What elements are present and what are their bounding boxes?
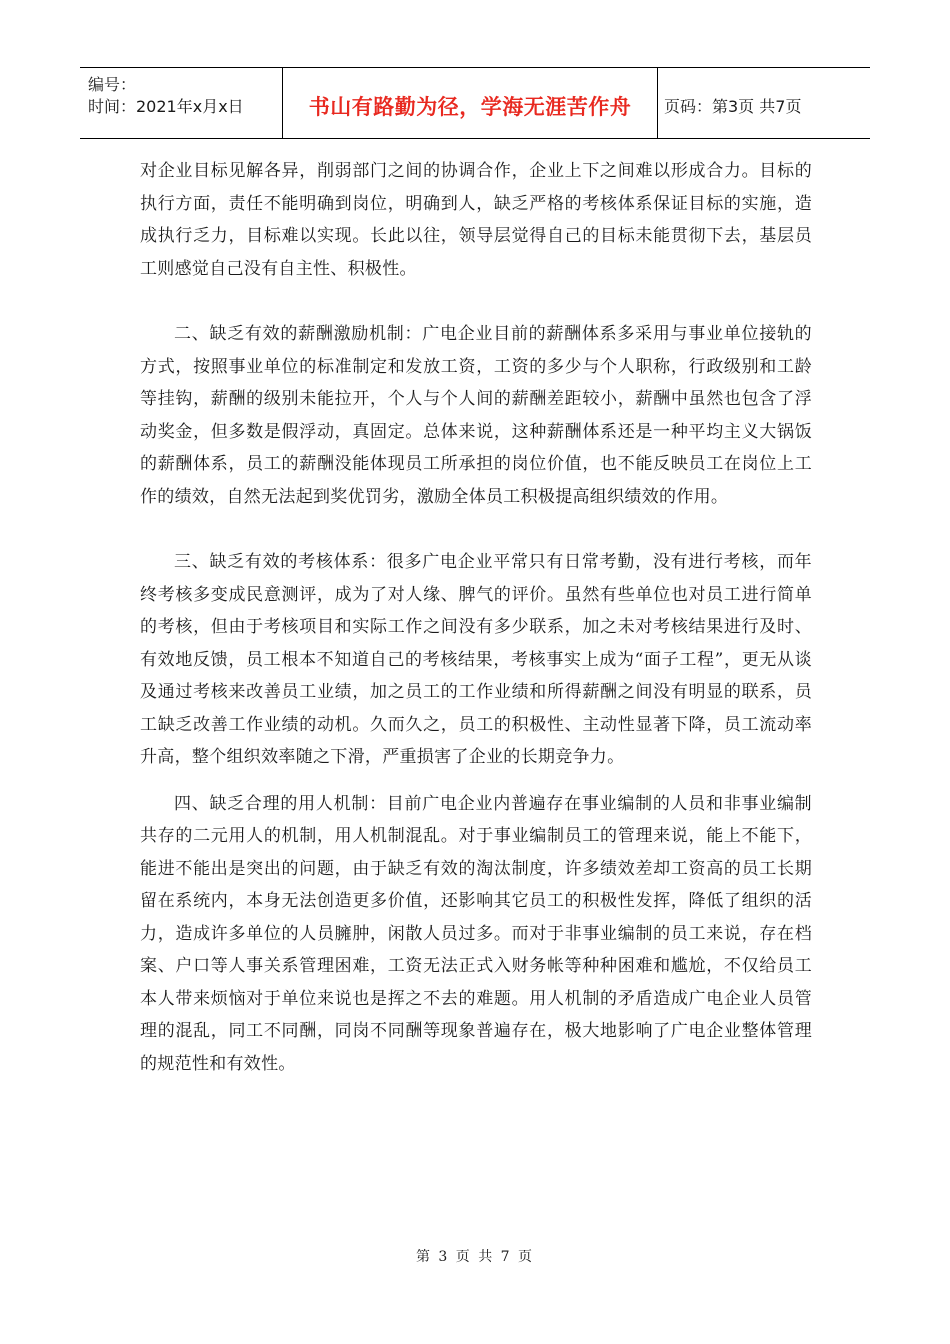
- document-date: 时间：2021年x月x日: [88, 97, 244, 116]
- paragraph-assessment: 三、缺乏有效的考核体系：很多广电企业平常只有日常考勤，没有进行考核，而年终考核多变成民意测评，成为了对人缘、脾气的评价。虽然有些单位也对员工进行简单的考核，但由于考核项目和实际工作之间没有多少联系，加之未对考核结果进行及时、有效地反馈，员工根本不知道自己的考核结果，考核事实上成为“面子工程”，更无从谈及通过考核来改善员工业绩，加之员工的工作业绩和所得薪酬之间没有明显的联系，员工缺乏改善工作业绩的动机。久而久之，员工的积极性、主动性显著下降，员工流动率升高，整个组织效率随之下滑，严重损害了企业的长期竞争力。: [140, 552, 812, 767]
- paragraph-continuation: 对企业目标见解各异，削弱部门之间的协调合作，企业上下之间难以形成合力。目标的执行方面，责任不能明确到岗位，明确到人，缺乏严格的考核体系保证目标的实施，造成执行乏力，目标难以实现。长此以往，领导层觉得自己的目标未能贯彻下去，基层员工则感觉自己没有自主性、积极性。: [140, 161, 812, 279]
- document-number-label: 编号：: [88, 75, 137, 94]
- paragraph-salary: 二、缺乏有效的薪酬激励机制：广电企业目前的薪酬体系多采用与事业单位接轨的方式，按照事业单位的标准制定和发放工资，工资的多少与个人职称，行政级别和工龄等挂钩，薪酬的级别未能拉开，个人与个人间的薪酬差距较小，薪酬中虽然也包含了浮动奖金，但多数是假浮动，真固定。总体来说，这种薪酬体系还是一种平均主义大锅饭的薪酬体系，员工的薪酬没能体现员工所承担的岗位价值，也不能反映员工在岗位上工作的绩效，自然无法起到奖优罚劣，激励全体员工积极提高组织绩效的作用。: [140, 324, 812, 507]
- header-page-code: 页码：第3页 共7页: [664, 96, 802, 116]
- document-body: [140, 155, 812, 1080]
- page-footer: 第 3 页 共 7 页: [415, 1249, 535, 1265]
- header-motto: 书山有路勤为径，学海无涯苦作舟: [283, 68, 658, 138]
- header-meta: [80, 68, 283, 138]
- document-header: [80, 67, 870, 139]
- paragraph-employment: 四、缺乏合理的用人机制：目前广电企业内普遍存在事业编制的人员和非事业编制共存的二元用人的机制，用人机制混乱。对于事业编制员工的管理来说，能上不能下，能进不能出是突出的问题，由于缺乏有效的淘汰制度，许多绩效差却工资高的员工长期留在系统内，本身无法创造更多价值，还影响其它员工的积极性发挥，降低了组织的活力，造成许多单位的人员臃肿，闲散人员过多。而对于非事业编制的员工来说，存在档案、户口等人事关系管理困难，工资无法正式入财务帐等种种困难和尴尬，不仅给员工本人带来烦恼对于单位来说也是挥之不去的难题。用人机制的矛盾造成广电企业人员管理的混乱，同工不同酬，同岗不同酬等现象普遍存在，极大地影响了广电企业整体管理的规范性和有效性。: [140, 793, 812, 1074]
